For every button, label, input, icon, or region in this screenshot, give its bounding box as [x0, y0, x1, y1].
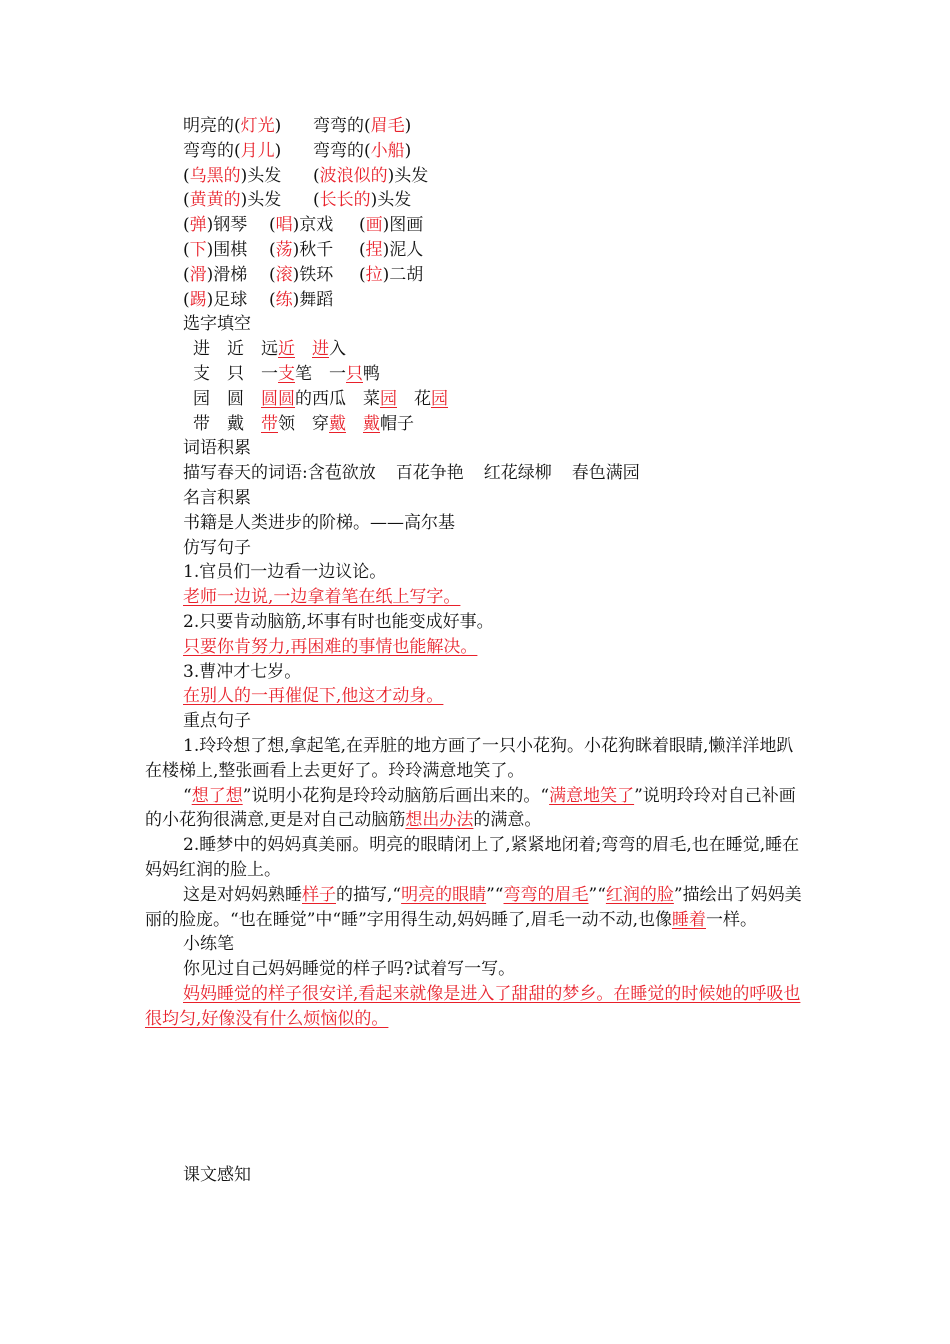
answer: 戴	[363, 413, 380, 434]
answer-sentence	[145, 684, 805, 709]
answer: 下	[189, 239, 207, 260]
analysis-text: 的描写,“	[336, 884, 402, 905]
answer: 拉	[365, 264, 383, 285]
verb-object: 钢琴	[213, 215, 248, 236]
answer: 乌黑的	[189, 165, 241, 186]
analysis-text: ”“	[486, 884, 504, 905]
answer: 带	[261, 413, 278, 434]
verb-object: 滑梯	[213, 264, 248, 285]
example-sentence	[145, 610, 805, 635]
verb-object: 舞蹈	[299, 289, 334, 310]
verb-object: 二胡	[389, 264, 424, 285]
choose-row-3	[145, 387, 805, 412]
answer: 支	[278, 363, 295, 384]
verb-object: 图画	[389, 215, 424, 236]
key-sentence: 1.玲玲想了想,拿起笔,在弄脏的地方画了一只小花狗。小花狗眯着眼睛,懒洋洋地趴在楼梯上,整张画看上去更好了。玲玲满意地笑了。	[145, 735, 794, 781]
word-row-3: (乌黑的)头发 (波浪似的)头发	[183, 165, 429, 186]
answer: 戴	[329, 413, 346, 434]
example-text: 只要肯动脑筋,坏事有时也能变成好事。	[199, 611, 494, 632]
word-label: 弯弯的	[313, 116, 364, 136]
answer: 灯光	[240, 116, 275, 136]
answer: 唱	[275, 215, 293, 236]
answer: 园	[431, 388, 448, 409]
analysis-text: 这是对妈妈熟睡	[183, 884, 302, 905]
example-sentence	[145, 660, 805, 685]
section-heading: 词语积累	[183, 438, 251, 459]
item-number: 2.	[183, 611, 200, 632]
prefix: 花	[414, 388, 431, 409]
answer: 弹	[189, 215, 207, 236]
answer: 进	[312, 339, 329, 360]
document-body	[145, 114, 805, 1031]
verb-row-2: (下)围棋 (荡)秋千 (捏)泥人	[183, 239, 424, 260]
word-row-2: 弯弯的(月儿) 弯弯的(小船)	[183, 140, 412, 161]
prefix: 一	[329, 363, 346, 384]
char-options: 带 戴	[193, 413, 244, 434]
verb-object: 秋千	[299, 239, 334, 260]
section-heading: 小练笔	[183, 934, 234, 955]
answer: 滑	[189, 264, 207, 285]
spring-word: 春色满园	[571, 463, 640, 484]
quote: 书籍是人类进步的阶梯。——高尔基	[183, 512, 455, 533]
writing-answer	[145, 982, 805, 1032]
answer: 只要你肯努力,再困难的事情也能解决。	[183, 636, 478, 657]
analysis-text: ”描绘出了妈妈美丽的脸庞。“也在睡觉”中“睡”字用得生动,妈妈睡了,眉毛一动不动,也像	[145, 884, 802, 930]
word-label: 弯弯的	[313, 140, 364, 161]
answer: 妈妈睡觉的样子很安详,看起来就像是进入了甜甜的梦乡。在睡觉的时候她的呼吸也很均匀,好像没有什么烦恼似的。	[145, 983, 801, 1029]
char-options: 支 只 一	[193, 363, 278, 384]
writing-prompt: 你见过自己妈妈睡觉的样子吗?试着写一写。	[183, 959, 516, 980]
answer-sentence	[145, 635, 805, 660]
quote-mark: “	[183, 785, 192, 806]
word-row-4: (黄黄的)头发 (长长的)头发	[183, 190, 412, 211]
answer: 捏	[365, 239, 383, 260]
analysis-text: ”“	[588, 884, 606, 905]
answer: 弯弯的眉毛	[503, 884, 589, 905]
suffix: 领	[278, 413, 295, 434]
choose-row-2	[145, 362, 805, 387]
word-label: 头发	[394, 165, 429, 186]
answer: 滚	[275, 264, 293, 285]
answer: 睡着	[671, 909, 706, 930]
answer: 眉毛	[370, 116, 405, 136]
answer: 在别人的一再催促下,他这才动身。	[183, 686, 444, 707]
answer: 画	[365, 215, 383, 236]
suffix: 笔	[295, 363, 312, 384]
word-label: 明亮的	[183, 116, 234, 136]
example-text: 官员们一边看一边议论。	[199, 562, 387, 583]
section-heading: 课文感知	[183, 1165, 251, 1185]
answer-sentence	[145, 585, 805, 610]
answer: 红润的脸	[605, 884, 674, 905]
verb-object: 围棋	[213, 239, 248, 260]
answer: 样子	[302, 884, 336, 905]
answer: 明亮的眼睛	[401, 884, 487, 905]
suffix: 帽子	[380, 413, 414, 434]
answer: 练	[275, 289, 293, 310]
suffix: 鸭	[363, 363, 380, 384]
prefix: 菜	[363, 388, 380, 409]
choose-row-1	[145, 337, 805, 362]
answer: 想了想	[191, 785, 243, 806]
section-heading: 仿写句子	[183, 537, 251, 558]
answer: 长长的	[319, 190, 371, 211]
char-options: 园 圆	[193, 388, 244, 409]
suffix: 的西瓜	[295, 388, 346, 409]
verb-object: 泥人	[389, 239, 424, 260]
word-label: 头发	[247, 190, 282, 211]
answer: 月儿	[240, 140, 275, 161]
choose-row-4	[145, 412, 805, 437]
answer: 小船	[370, 140, 405, 161]
verb-row-3: (滑)滑梯 (滚)铁环 (拉)二胡	[183, 264, 424, 285]
analysis-text: ”说明小花狗是玲玲动脑筋后画出来的。“	[242, 785, 550, 806]
verb-object: 京戏	[299, 215, 334, 236]
answer: 老师一边说,一边拿着笔在纸上写字。	[183, 587, 461, 608]
item-number: 1.	[183, 562, 200, 583]
analysis-text: ”说明玲玲对自己补画的小花狗很满意,更是对自己动脑筋	[145, 785, 796, 831]
answer: 圆圆	[261, 388, 295, 409]
spring-words	[145, 461, 805, 486]
section-heading: 选字填空	[183, 314, 251, 335]
word-label: 弯弯的	[183, 140, 234, 161]
section-heading: 名言积累	[183, 487, 251, 508]
word-label: 头发	[247, 165, 282, 186]
key-sentence: 2.睡梦中的妈妈真美丽。明亮的眼睛闭上了,紧紧地闭着;弯弯的眉毛,也在睡觉,睡在妈妈红润的脸上。	[145, 835, 800, 880]
suffix: 入	[329, 339, 346, 360]
answer: 荡	[275, 239, 293, 260]
verb-row-4: (踢)足球 (练)舞蹈	[183, 289, 334, 310]
spring-word: 描写春天的词语:含苞欲放	[183, 463, 376, 484]
answer: 想出办法	[405, 810, 474, 831]
answer: 踢	[189, 289, 207, 310]
verb-object: 足球	[213, 289, 248, 310]
char-options: 进 近 远	[193, 339, 278, 360]
verb-row-1: (弹)钢琴 (唱)京戏 (画)图画	[183, 215, 424, 236]
word-label: 头发	[377, 190, 412, 211]
spring-word: 红花绿柳	[483, 463, 552, 484]
word-row-1: 明亮的(灯光) 弯弯的(眉毛)	[183, 116, 412, 136]
prefix: 穿	[312, 413, 329, 434]
answer: 只	[346, 363, 363, 384]
item-number: 3.	[183, 661, 200, 682]
section-heading: 重点句子	[183, 711, 251, 732]
answer: 波浪似的	[319, 165, 388, 186]
answer: 近	[278, 339, 295, 360]
answer: 黄黄的	[189, 190, 241, 211]
analysis-text: 一样。	[705, 909, 757, 930]
answer: 满意地笑了	[549, 785, 635, 806]
example-sentence	[145, 560, 805, 585]
answer: 园	[380, 388, 397, 409]
verb-object: 铁环	[299, 264, 334, 285]
example-text: 曹冲才七岁。	[199, 661, 302, 682]
analysis-text: 的满意。	[473, 810, 542, 831]
analysis-paragraph	[145, 883, 805, 933]
spring-word: 百花争艳	[395, 463, 464, 484]
analysis-paragraph	[145, 784, 805, 834]
